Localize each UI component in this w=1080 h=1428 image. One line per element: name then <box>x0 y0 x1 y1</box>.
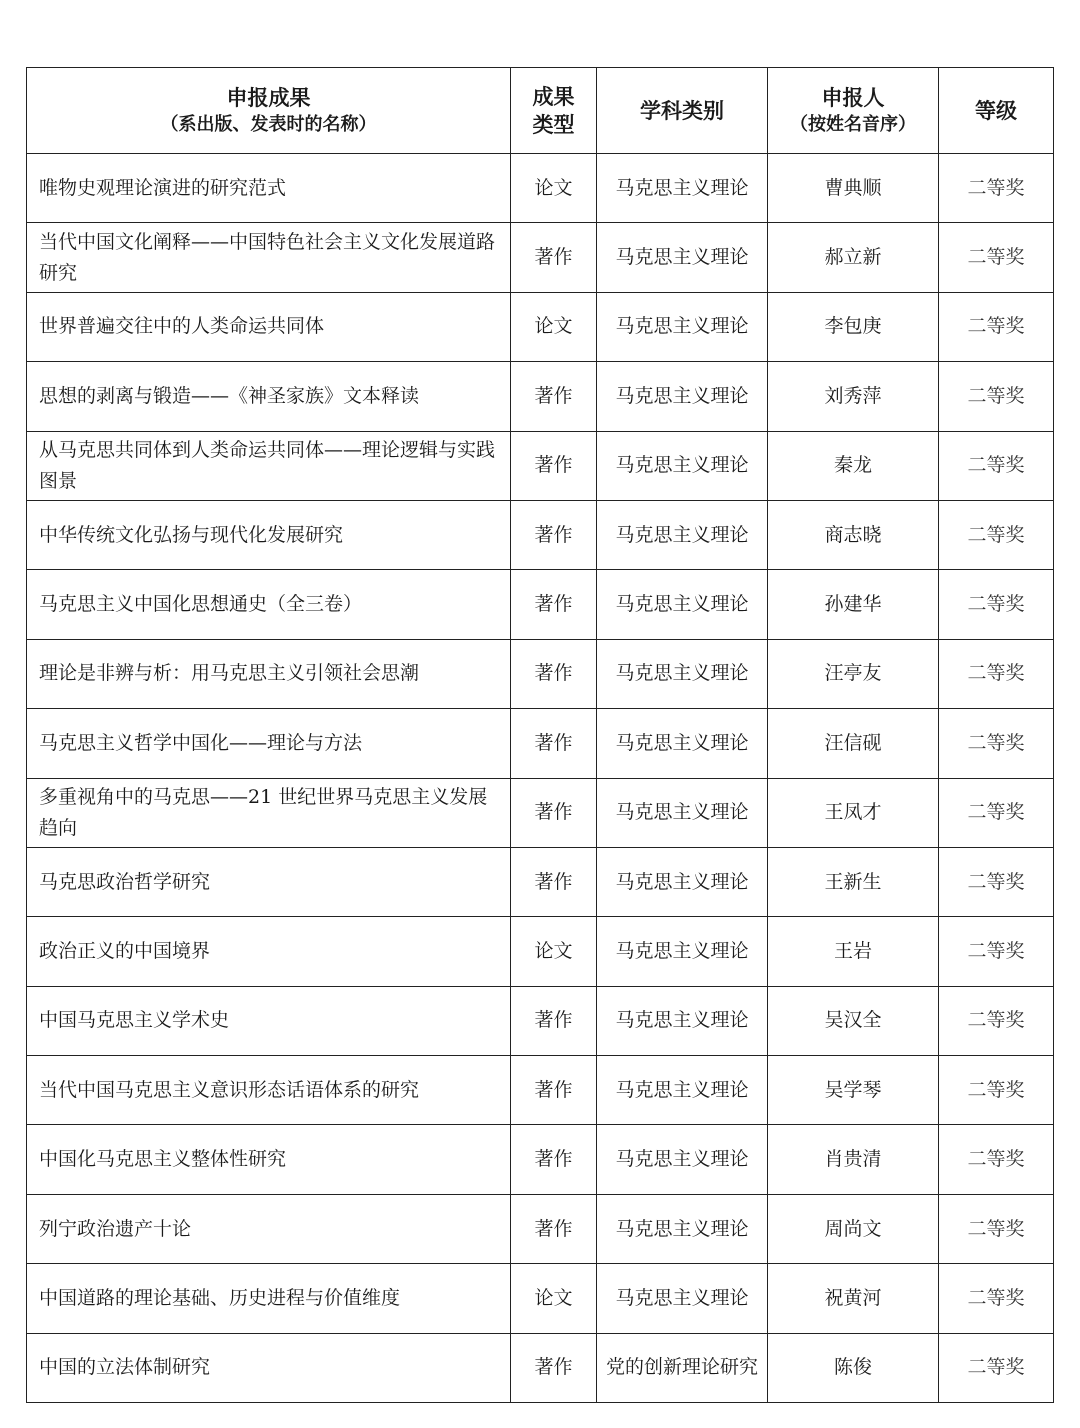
cell-person: 王岩 <box>768 917 939 986</box>
cell-subject: 马克思主义理论 <box>597 1264 768 1333</box>
cell-subject: 马克思主义理论 <box>597 1194 768 1263</box>
cell-grade: 二等奖 <box>939 1264 1054 1333</box>
header-type-line2: 类型 <box>532 111 575 137</box>
cell-subject: 马克思主义理论 <box>597 1125 768 1194</box>
cell-subject: 马克思主义理论 <box>597 778 768 847</box>
cell-grade: 二等奖 <box>939 709 1054 778</box>
cell-type: 著作 <box>511 1056 597 1125</box>
cell-grade: 二等奖 <box>939 500 1054 569</box>
cell-subject: 党的创新理论研究 <box>597 1333 768 1402</box>
cell-person: 周尚文 <box>768 1194 939 1263</box>
cell-grade: 二等奖 <box>939 986 1054 1055</box>
cell-type: 著作 <box>511 1333 597 1402</box>
cell-title: 理论是非辨与析：用马克思主义引领社会思潮 <box>27 639 511 708</box>
cell-subject: 马克思主义理论 <box>597 500 768 569</box>
cell-person: 王凤才 <box>768 778 939 847</box>
table-row <box>27 986 1054 1055</box>
header-grade: 等级 <box>939 68 1054 154</box>
cell-grade: 二等奖 <box>939 639 1054 708</box>
cell-person: 祝黄河 <box>768 1264 939 1333</box>
cell-type: 著作 <box>511 362 597 431</box>
table-row <box>27 709 1054 778</box>
cell-title: 中华传统文化弘扬与现代化发展研究 <box>27 500 511 569</box>
table-row <box>27 917 1054 986</box>
header-person-main: 申报人 <box>821 84 885 110</box>
cell-person: 郝立新 <box>768 223 939 292</box>
cell-grade: 二等奖 <box>939 292 1054 361</box>
cell-type: 著作 <box>511 709 597 778</box>
cell-person: 吴汉全 <box>768 986 939 1055</box>
cell-type: 著作 <box>511 778 597 847</box>
table-row <box>27 223 1054 292</box>
cell-subject: 马克思主义理论 <box>597 362 768 431</box>
cell-title: 思想的剥离与锻造——《神圣家族》文本释读 <box>27 362 511 431</box>
cell-subject: 马克思主义理论 <box>597 986 768 1055</box>
cell-person: 汪信砚 <box>768 709 939 778</box>
cell-person: 商志晓 <box>768 500 939 569</box>
cell-type: 论文 <box>511 154 597 223</box>
cell-title: 多重视角中的马克思——21 世纪世界马克思主义发展趋向 <box>27 778 511 847</box>
cell-type: 著作 <box>511 431 597 500</box>
cell-title: 从马克思共同体到人类命运共同体——理论逻辑与实践图景 <box>27 431 511 500</box>
cell-title: 马克思政治哲学研究 <box>27 847 511 916</box>
cell-title: 中国化马克思主义整体性研究 <box>27 1125 511 1194</box>
cell-person: 汪亭友 <box>768 639 939 708</box>
cell-subject: 马克思主义理论 <box>597 917 768 986</box>
header-title-sub: （系出版、发表时的名称） <box>160 113 377 135</box>
cell-subject: 马克思主义理论 <box>597 431 768 500</box>
cell-type: 著作 <box>511 1125 597 1194</box>
cell-person: 王新生 <box>768 847 939 916</box>
header-title-main: 申报成果 <box>226 84 311 110</box>
cell-grade: 二等奖 <box>939 1194 1054 1263</box>
table-row <box>27 778 1054 847</box>
header-person <box>768 68 939 154</box>
cell-person: 秦龙 <box>768 431 939 500</box>
cell-grade: 二等奖 <box>939 847 1054 916</box>
cell-title: 列宁政治遗产十论 <box>27 1194 511 1263</box>
cell-person: 吴学琴 <box>768 1056 939 1125</box>
cell-type: 著作 <box>511 570 597 639</box>
cell-person: 陈俊 <box>768 1333 939 1402</box>
cell-subject: 马克思主义理论 <box>597 292 768 361</box>
cell-person: 孙建华 <box>768 570 939 639</box>
cell-title: 唯物史观理论演进的研究范式 <box>27 154 511 223</box>
cell-type: 论文 <box>511 917 597 986</box>
cell-grade: 二等奖 <box>939 154 1054 223</box>
cell-grade: 二等奖 <box>939 570 1054 639</box>
table-row <box>27 570 1054 639</box>
table-row <box>27 154 1054 223</box>
cell-type: 论文 <box>511 292 597 361</box>
table-header <box>27 68 1054 154</box>
cell-subject: 马克思主义理论 <box>597 1056 768 1125</box>
cell-title: 马克思主义中国化思想通史（全三卷） <box>27 570 511 639</box>
table-row <box>27 500 1054 569</box>
header-type-line1: 成果 <box>532 83 575 109</box>
cell-grade: 二等奖 <box>939 1125 1054 1194</box>
cell-subject: 马克思主义理论 <box>597 709 768 778</box>
table-row <box>27 431 1054 500</box>
header-title <box>27 68 511 154</box>
cell-subject: 马克思主义理论 <box>597 639 768 708</box>
cell-type: 著作 <box>511 986 597 1055</box>
table-body <box>27 154 1054 1403</box>
cell-title: 中国道路的理论基础、历史进程与价值维度 <box>27 1264 511 1333</box>
cell-grade: 二等奖 <box>939 778 1054 847</box>
table-row <box>27 847 1054 916</box>
header-person-sub: （按姓名音序） <box>790 113 916 135</box>
cell-title: 当代中国文化阐释——中国特色社会主义文化发展道路研究 <box>27 223 511 292</box>
cell-subject: 马克思主义理论 <box>597 223 768 292</box>
cell-title: 中国的立法体制研究 <box>27 1333 511 1402</box>
cell-grade: 二等奖 <box>939 223 1054 292</box>
awards-table <box>26 67 1054 1403</box>
cell-title: 世界普遍交往中的人类命运共同体 <box>27 292 511 361</box>
cell-grade: 二等奖 <box>939 1056 1054 1125</box>
cell-person: 曹典顺 <box>768 154 939 223</box>
cell-type: 著作 <box>511 847 597 916</box>
cell-type: 论文 <box>511 1264 597 1333</box>
table-row <box>27 1333 1054 1402</box>
cell-title: 政治正义的中国境界 <box>27 917 511 986</box>
cell-subject: 马克思主义理论 <box>597 847 768 916</box>
cell-person: 肖贵清 <box>768 1125 939 1194</box>
header-subject: 学科类别 <box>597 68 768 154</box>
cell-grade: 二等奖 <box>939 1333 1054 1402</box>
table-row <box>27 292 1054 361</box>
cell-subject: 马克思主义理论 <box>597 570 768 639</box>
table-row <box>27 1264 1054 1333</box>
header-type <box>511 68 597 154</box>
cell-title: 中国马克思主义学术史 <box>27 986 511 1055</box>
cell-type: 著作 <box>511 1194 597 1263</box>
table-row <box>27 639 1054 708</box>
header-row <box>27 68 1054 154</box>
cell-grade: 二等奖 <box>939 917 1054 986</box>
cell-type: 著作 <box>511 500 597 569</box>
table-row <box>27 1056 1054 1125</box>
table-row <box>27 1194 1054 1263</box>
cell-title: 马克思主义哲学中国化——理论与方法 <box>27 709 511 778</box>
cell-person: 刘秀萍 <box>768 362 939 431</box>
cell-type: 著作 <box>511 639 597 708</box>
cell-person: 李包庚 <box>768 292 939 361</box>
cell-grade: 二等奖 <box>939 362 1054 431</box>
cell-type: 著作 <box>511 223 597 292</box>
cell-subject: 马克思主义理论 <box>597 154 768 223</box>
cell-grade: 二等奖 <box>939 431 1054 500</box>
table-row <box>27 362 1054 431</box>
table-row <box>27 1125 1054 1194</box>
awards-document <box>26 67 1053 1403</box>
cell-title: 当代中国马克思主义意识形态话语体系的研究 <box>27 1056 511 1125</box>
